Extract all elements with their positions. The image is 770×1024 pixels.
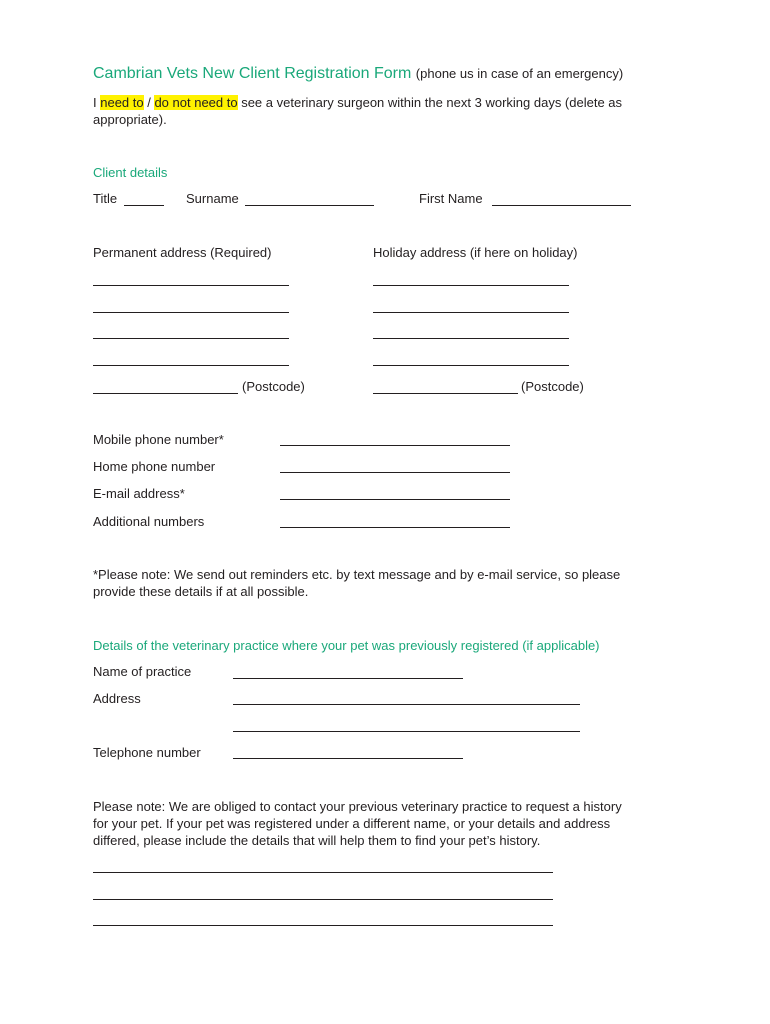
client-note-line-2: provide these details if at all possible. [93,584,309,599]
practice-note-line-2: for your pet. If your pet was registered under a different name, or your details and address [93,816,611,831]
permanent-address-line-2[interactable] [93,312,289,313]
form-title: Cambrian Vets New Client Registration Form [93,65,412,82]
intro-line [93,95,622,111]
practice-note-line-1: Please note: We are obliged to contact your previous veterinary practice to request a history [93,799,622,814]
practice-address-line-1[interactable] [233,704,580,705]
need-to-option[interactable]: need to [100,95,144,110]
home-phone-label: Home phone number [93,459,216,474]
mobile-field[interactable] [280,445,510,446]
surname-label: Surname [186,191,239,206]
intro-post: see a veterinary surgeon within the next 3 working days (delete as [237,95,623,110]
email-field[interactable] [280,499,510,500]
holiday-address-line-2[interactable] [373,312,569,313]
practice-address-label: Address [93,691,141,706]
practice-telephone-label: Telephone number [93,745,201,760]
history-details-line-1[interactable] [93,872,553,873]
client-details-heading: Client details [93,165,168,180]
previous-practice-heading: Details of the veterinary practice where your pet was previously registered (if applicable) [93,638,600,653]
practice-telephone-field[interactable] [233,758,463,759]
intro-pre: I [93,95,101,110]
do-not-need-to-option[interactable]: do not need to [154,95,238,110]
title-label: Title [93,191,118,206]
practice-name-label: Name of practice [93,664,192,679]
additional-numbers-field[interactable] [280,527,510,528]
holiday-postcode-label: (Postcode) [521,379,584,394]
practice-note-line-3: differed, please include the details that will help them to find your pet’s history. [93,833,541,848]
holiday-address-line-3[interactable] [373,338,569,339]
permanent-address-line-1[interactable] [93,285,289,286]
first-name-label: First Name [419,191,483,206]
intro-line-2: appropriate). [93,112,167,127]
form-title-note: (phone us in case of an emergency) [415,66,624,81]
intro-slash: / [143,95,155,110]
permanent-address-line-3[interactable] [93,338,289,339]
permanent-postcode-label: (Postcode) [242,379,305,394]
practice-name-field[interactable] [233,678,463,679]
first-name-field[interactable] [492,205,631,206]
holiday-address-line-1[interactable] [373,285,569,286]
holiday-address-line-4[interactable] [373,365,569,366]
client-note-line-1: *Please note: We send out reminders etc. by text message and by e-mail service, so please [93,567,621,582]
permanent-address-line-4[interactable] [93,365,289,366]
additional-numbers-label: Additional numbers [93,514,205,529]
mobile-label: Mobile phone number* [93,432,224,447]
holiday-address-label: Holiday address (if here on holiday) [373,245,578,260]
permanent-postcode-field[interactable] [93,393,238,394]
history-details-line-2[interactable] [93,899,553,900]
surname-field[interactable] [245,205,374,206]
title-field[interactable] [124,205,164,206]
practice-address-line-2[interactable] [233,731,580,732]
email-label: E-mail address* [93,486,185,501]
permanent-address-label: Permanent address (Required) [93,245,272,260]
holiday-postcode-field[interactable] [373,393,518,394]
history-details-line-3[interactable] [93,925,553,926]
home-phone-field[interactable] [280,472,510,473]
form-title-row [93,64,623,84]
